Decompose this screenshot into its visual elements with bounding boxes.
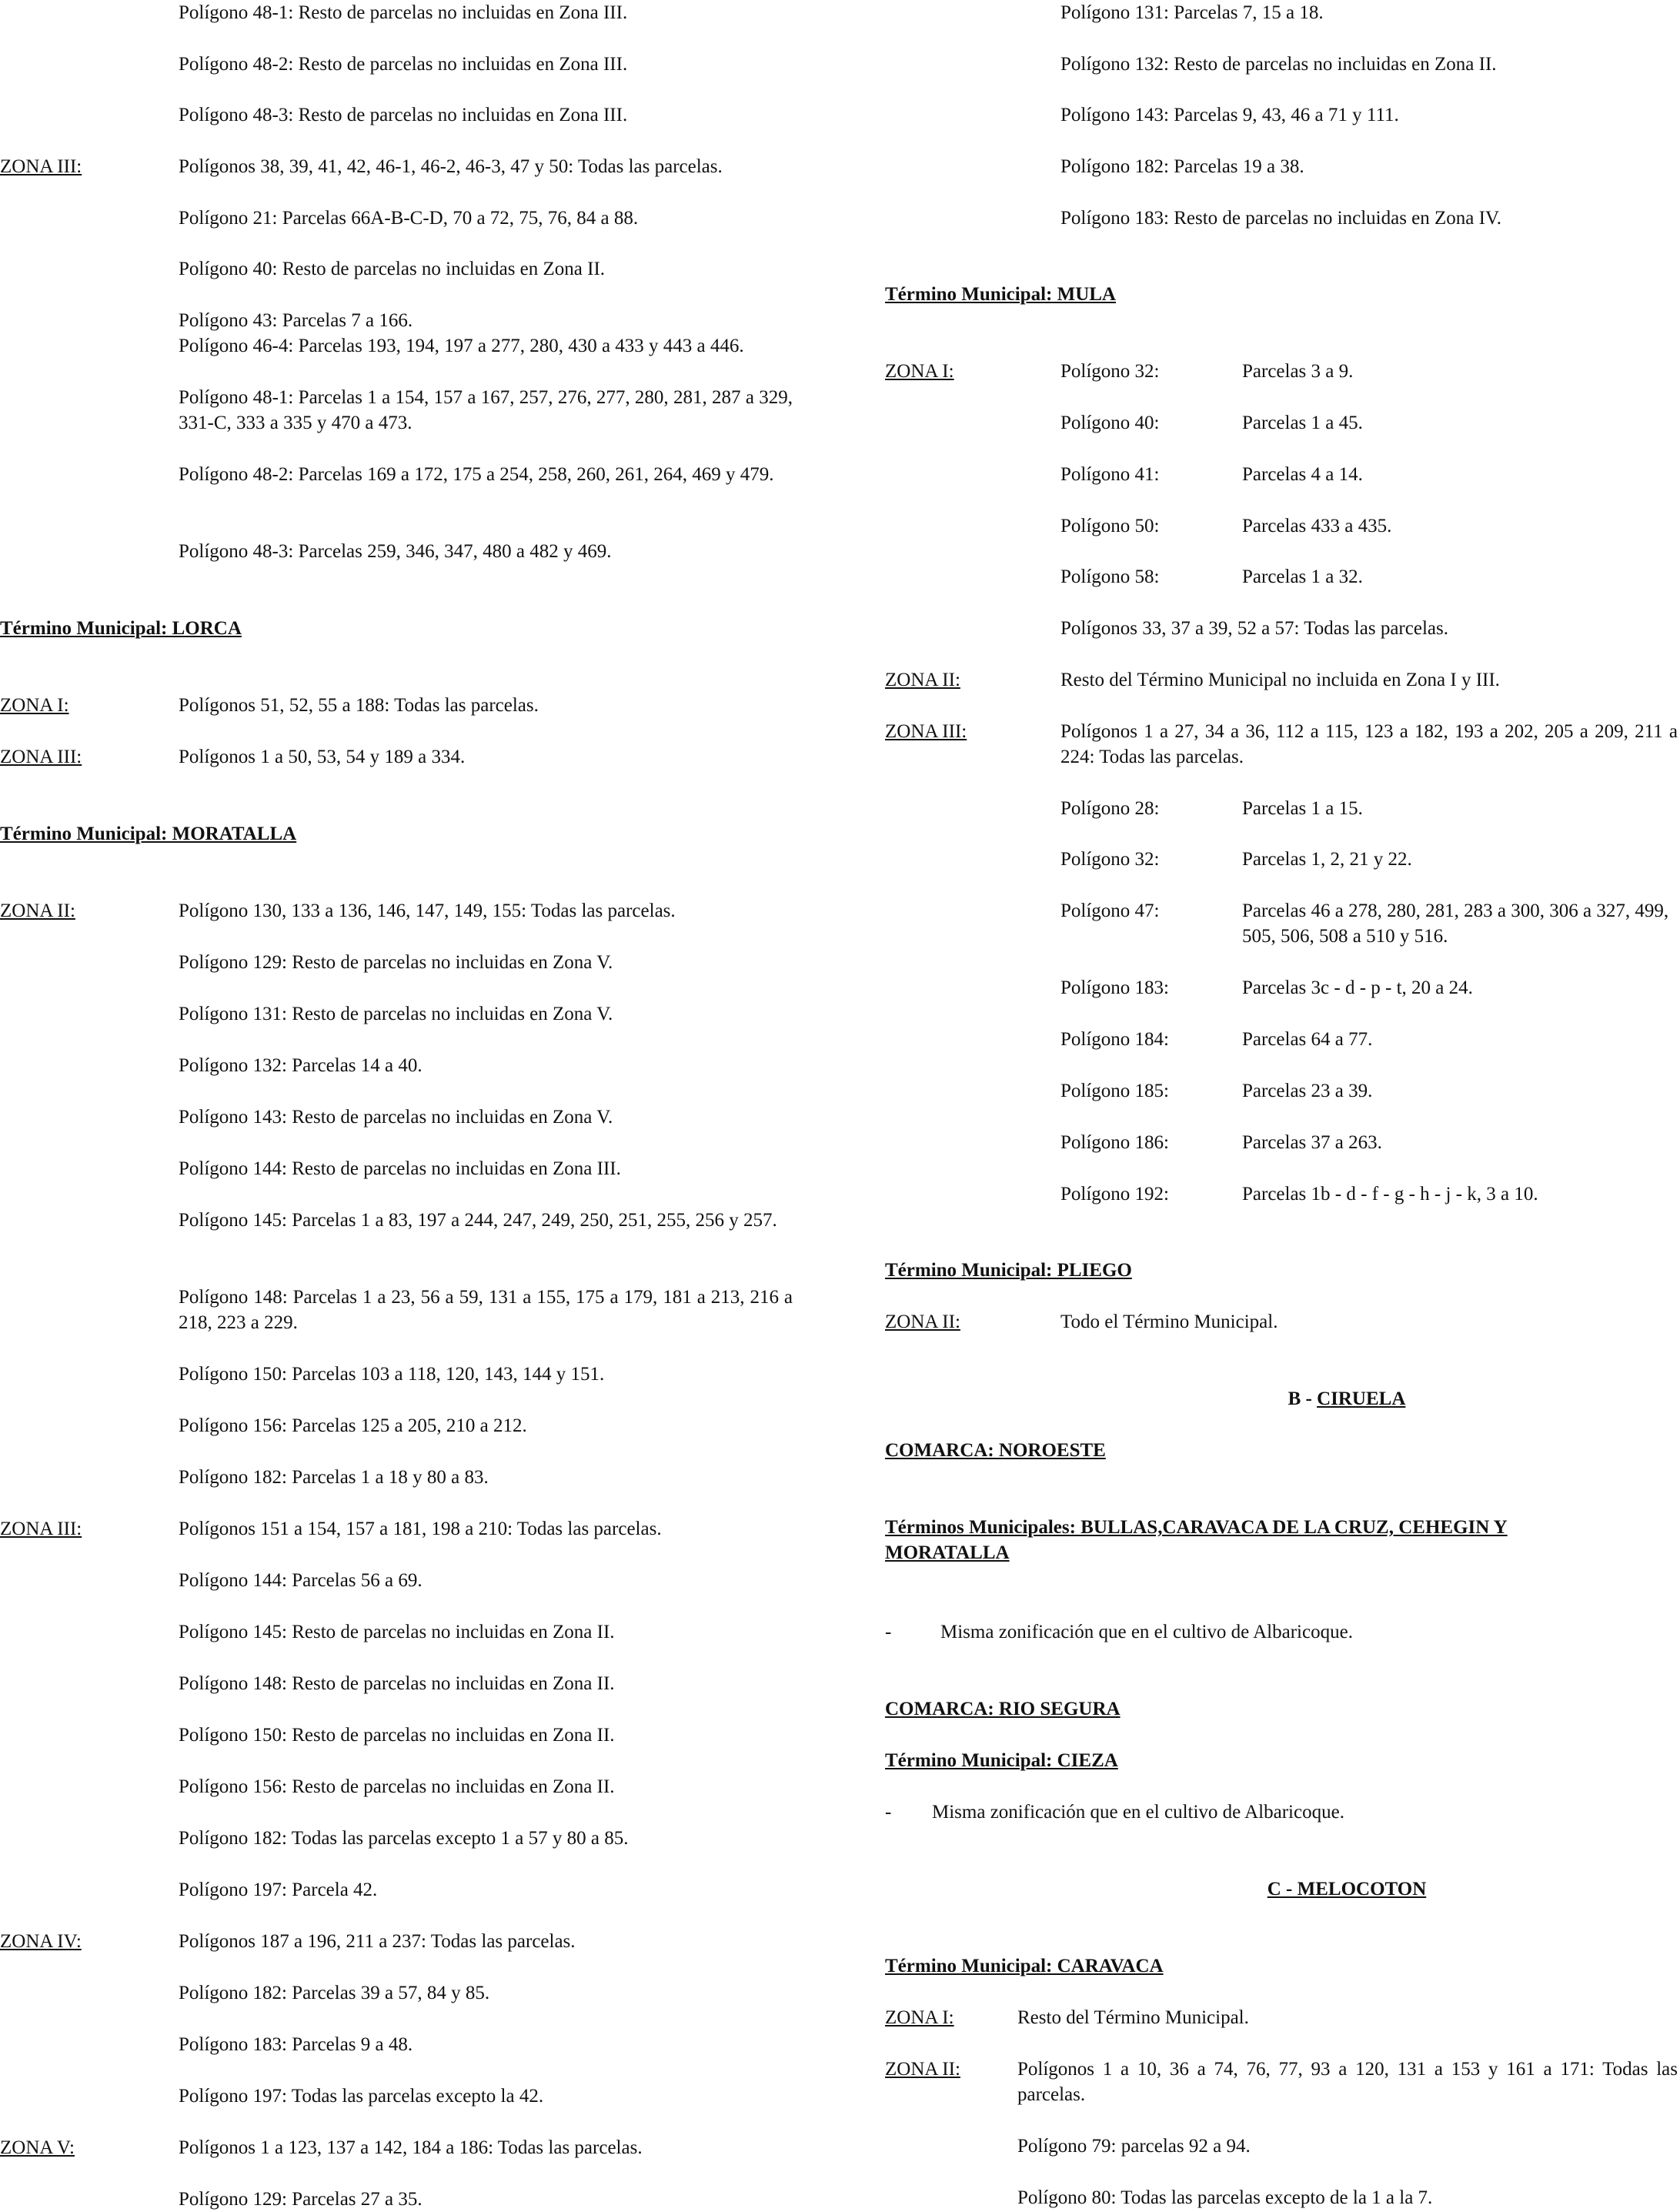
entry-text: Polígono 183: [1060, 977, 1169, 998]
entry-text: Polígono 144: Parcelas 56 a 69. [179, 1570, 423, 1591]
parcel-range: Parcelas 1b - d - f - g - h - j - k, 3 a 10. [1242, 1184, 1538, 1205]
entry-text: Polígono 47: [1060, 901, 1160, 921]
entry-text: Polígono 132: Parcelas 14 a 40. [179, 1055, 423, 1076]
entry-text: Polígono 143: Parcelas 9, 43, 46 a 71 y 111. [1060, 105, 1399, 125]
entry-text: Polígono 40: Resto de parcelas no incluidas en Zona II. [179, 259, 606, 279]
entry-text: Polígonos 1 a 27, 34 a 36, 112 a 115, 123 a 182, 193 a 202, 205 a 209, 211 a 224: Todas las parcelas. [1060, 721, 1678, 767]
entry-text: Polígonos 1 a 50, 53, 54 y 189 a 334. [179, 747, 466, 767]
entry-text: Polígono 43: Parcelas 7 a 166. [179, 310, 413, 331]
parcel-range: Parcelas 64 a 77. [1242, 1029, 1373, 1050]
entry-text: Polígono 40: [1060, 413, 1160, 433]
entry-text: Polígono 182: Parcelas 19 a 38. [1060, 156, 1304, 177]
entry-text: Polígono 144: Resto de parcelas no incluidas en Zona III. [179, 1158, 621, 1179]
zone-label-zona-iii: ZONA III: [885, 721, 967, 742]
entry-text: Polígono 131: Parcelas 7, 15 a 18. [1060, 2, 1324, 23]
entry-text: Polígono 46-4: Parcelas 193, 194, 197 a 277, 280, 430 a 433 y 443 a 446. [179, 336, 744, 356]
dash-bullet-icon: - [885, 1802, 892, 1823]
entry-text: Polígono 145: Parcelas 1 a 83, 197 a 244, 247, 249, 250, 251, 255, 256 y 257. [179, 1210, 777, 1231]
crop-heading-prefix: B - [1288, 1388, 1318, 1409]
entry-text: Polígono 32: [1060, 849, 1160, 870]
zone-label-zona-i: ZONA I: [0, 695, 69, 716]
zone-label-zona-ii: ZONA II: [0, 901, 75, 921]
entry-text: Polígono 131: Resto de parcelas no incluidas en Zona V. [179, 1004, 613, 1024]
entry-text: Polígono 21: Parcelas 66A-B-C-D, 70 a 72, 75, 76, 84 a 88. [179, 208, 639, 229]
zone-label-zona-iv: ZONA IV: [0, 1931, 82, 1952]
entry-text: Polígonos 33, 37 a 39, 52 a 57: Todas las parcelas. [1060, 618, 1448, 639]
section-heading: Término Municipal: PLIEGO [885, 1260, 1132, 1281]
section-heading: Término Municipal: LORCA [0, 618, 242, 639]
entry-text: Polígono 184: [1060, 1029, 1169, 1050]
entry-text: Polígono 48-1: Parcelas 1 a 154, 157 a 167, 257, 276, 277, 280, 281, 287 a 329, 331-C, 333 a 335 y 470 a 473. [179, 387, 793, 433]
crop-heading [1016, 1876, 1678, 1902]
parcel-range: Parcelas 1, 2, 21 y 22. [1242, 849, 1412, 870]
entry-text: Polígono 28: [1060, 798, 1160, 819]
entry-text: Polígono 183: Resto de parcelas no incluidas en Zona IV. [1060, 208, 1502, 229]
dash-bullet-icon: - [885, 1622, 892, 1642]
crop-heading-title: C - MELOCOTON [1267, 1879, 1427, 1900]
parcel-range: Parcelas 1 a 32. [1242, 566, 1363, 587]
entry-text: Polígonos 51, 52, 55 a 188: Todas las parcelas. [179, 695, 539, 716]
parcel-range: Parcelas 23 a 39. [1242, 1081, 1373, 1101]
entry-text: Polígono 186: [1060, 1132, 1169, 1153]
entry-text: Polígono 48-2: Parcelas 169 a 172, 175 a 254, 258, 260, 261, 264, 469 y 479. [179, 464, 774, 485]
crop-heading-title: CIRUELA [1317, 1388, 1406, 1409]
crop-heading [1016, 1386, 1678, 1412]
zone-label-zona-v: ZONA V: [0, 2137, 75, 2158]
section-heading: Término Municipal: MULA [885, 284, 1116, 305]
entry-text: Polígono 58: [1060, 566, 1160, 587]
section-heading: COMARCA: NOROESTE [885, 1440, 1106, 1461]
parcel-range: Parcelas 46 a 278, 280, 281, 283 a 300, 306 a 327, 499, 505, 506, 508 a 510 y 516. [1242, 901, 1669, 947]
parcel-range: Parcelas 4 a 14. [1242, 464, 1363, 485]
entry-text: Polígono 148: Resto de parcelas no incluidas en Zona II. [179, 1673, 615, 1694]
entry-text: Polígono 48-3: Parcelas 259, 346, 347, 480 a 482 y 469. [179, 541, 612, 562]
entry-text: Polígono 50: [1060, 516, 1160, 536]
entry-text: Polígono 130, 133 a 136, 146, 147, 149, 155: Todas las parcelas. [179, 901, 676, 921]
entry-text: Polígono 183: Parcelas 9 a 48. [179, 2034, 413, 2055]
entry-text: Todo el Término Municipal. [1060, 1311, 1278, 1332]
entry-text: Polígono 48-1: Resto de parcelas no incluidas en Zona III. [179, 2, 628, 23]
entry-text: Polígono 192: [1060, 1184, 1169, 1205]
entry-text: Polígono 150: Resto de parcelas no incluidas en Zona II. [179, 1725, 615, 1746]
parcel-range: Parcelas 433 a 435. [1242, 516, 1392, 536]
entry-text: Polígono 129: Parcelas 27 a 35. [179, 2189, 423, 2210]
parcel-range: Parcelas 1 a 45. [1242, 413, 1363, 433]
entry-text: Polígono 185: [1060, 1081, 1169, 1101]
parcel-range: Parcelas 37 a 263. [1242, 1132, 1382, 1153]
parcel-range: Parcelas 3 a 9. [1242, 361, 1354, 382]
entry-text: Polígono 80: Todas las parcelas excepto de la 1 a la 7. [1017, 2187, 1433, 2208]
entry-text: Polígonos 187 a 196, 211 a 237: Todas las parcelas. [179, 1931, 576, 1952]
entry-text: Polígono 182: Parcelas 39 a 57, 84 y 85. [179, 1983, 490, 2003]
entry-text: Polígono 182: Todas las parcelas excepto 1 a 57 y 80 a 85. [179, 1828, 629, 1849]
bullet-text: Misma zonificación que en el cultivo de Albaricoque. [932, 1802, 1344, 1823]
entry-text: Polígono 182: Parcelas 1 a 18 y 80 a 83. [179, 1467, 489, 1488]
zone-label-zona-iii: ZONA III: [0, 747, 82, 767]
section-heading: Término Municipal: CARAVACA [885, 1956, 1164, 1976]
entry-text: Polígono 145: Resto de parcelas no incluidas en Zona II. [179, 1622, 615, 1642]
section-heading: COMARCA: RIO SEGURA [885, 1699, 1121, 1719]
entry-text: Polígono 150: Parcelas 103 a 118, 120, 143, 144 y 151. [179, 1364, 605, 1385]
entry-text: Polígono 148: Parcelas 1 a 23, 56 a 59, 131 a 155, 175 a 179, 181 a 213, 216 a 218, 223 a 229. [179, 1287, 793, 1333]
zone-label-zona-i: ZONA I: [885, 361, 954, 382]
entry-text: Polígonos 1 a 10, 36 a 74, 76, 77, 93 a 120, 131 a 153 y 161 a 171: Todas las parcelas. [1017, 2059, 1678, 2105]
entry-text: Polígono 132: Resto de parcelas no incluidas en Zona II. [1060, 54, 1497, 75]
parcel-range: Parcelas 1 a 15. [1242, 798, 1363, 819]
entry-text: Polígono 156: Resto de parcelas no incluidas en Zona II. [179, 1776, 615, 1797]
entry-text: Polígono 48-2: Resto de parcelas no incluidas en Zona III. [179, 54, 628, 75]
section-heading: Término Municipal: MORATALLA [0, 824, 297, 844]
bullet-text: Misma zonificación que en el cultivo de Albaricoque. [940, 1622, 1353, 1642]
zone-label-zona-ii: ZONA II: [885, 1311, 960, 1332]
entry-text: Resto del Término Municipal no incluida en Zona I y III. [1060, 670, 1500, 690]
entry-text: Polígono 129: Resto de parcelas no incluidas en Zona V. [179, 952, 613, 973]
entry-text: Resto del Término Municipal. [1017, 2007, 1249, 2028]
entry-text: Polígono 143: Resto de parcelas no incluidas en Zona V. [179, 1107, 613, 1128]
entry-text: Polígono 156: Parcelas 125 a 205, 210 a 212. [179, 1415, 527, 1436]
entry-text: Polígono 41: [1060, 464, 1160, 485]
entry-text: Polígono 32: [1060, 361, 1160, 382]
zone-label-zona-iii: ZONA III: [0, 1519, 82, 1539]
entry-text: Polígono 197: Parcela 42. [179, 1880, 378, 1900]
zone-label-zona-iii: ZONA III: [0, 156, 82, 177]
zone-label-zona-i: ZONA I: [885, 2007, 954, 2028]
zone-label-zona-ii: ZONA II: [885, 2059, 960, 2080]
entry-text: Polígonos 1 a 123, 137 a 142, 184 a 186: Todas las parcelas. [179, 2137, 643, 2158]
zone-label-zona-ii: ZONA II: [885, 670, 960, 690]
entry-text: Polígonos 151 a 154, 157 a 181, 198 a 210: Todas las parcelas. [179, 1519, 662, 1539]
section-heading: Términos Municipales: BULLAS,CARAVACA DE LA CRUZ, CEHEGIN Y MORATALLA [885, 1517, 1508, 1563]
section-heading: Término Municipal: CIEZA [885, 1750, 1118, 1771]
entry-text: Polígono 79: parcelas 92 a 94. [1017, 2136, 1251, 2157]
entry-text: Polígono 48-3: Resto de parcelas no incluidas en Zona III. [179, 105, 628, 125]
parcel-range: Parcelas 3c - d - p - t, 20 a 24. [1242, 977, 1473, 998]
entry-text: Polígono 197: Todas las parcelas excepto la 42. [179, 2086, 544, 2107]
entry-text: Polígonos 38, 39, 41, 42, 46-1, 46-2, 46-3, 47 y 50: Todas las parcelas. [179, 156, 723, 177]
